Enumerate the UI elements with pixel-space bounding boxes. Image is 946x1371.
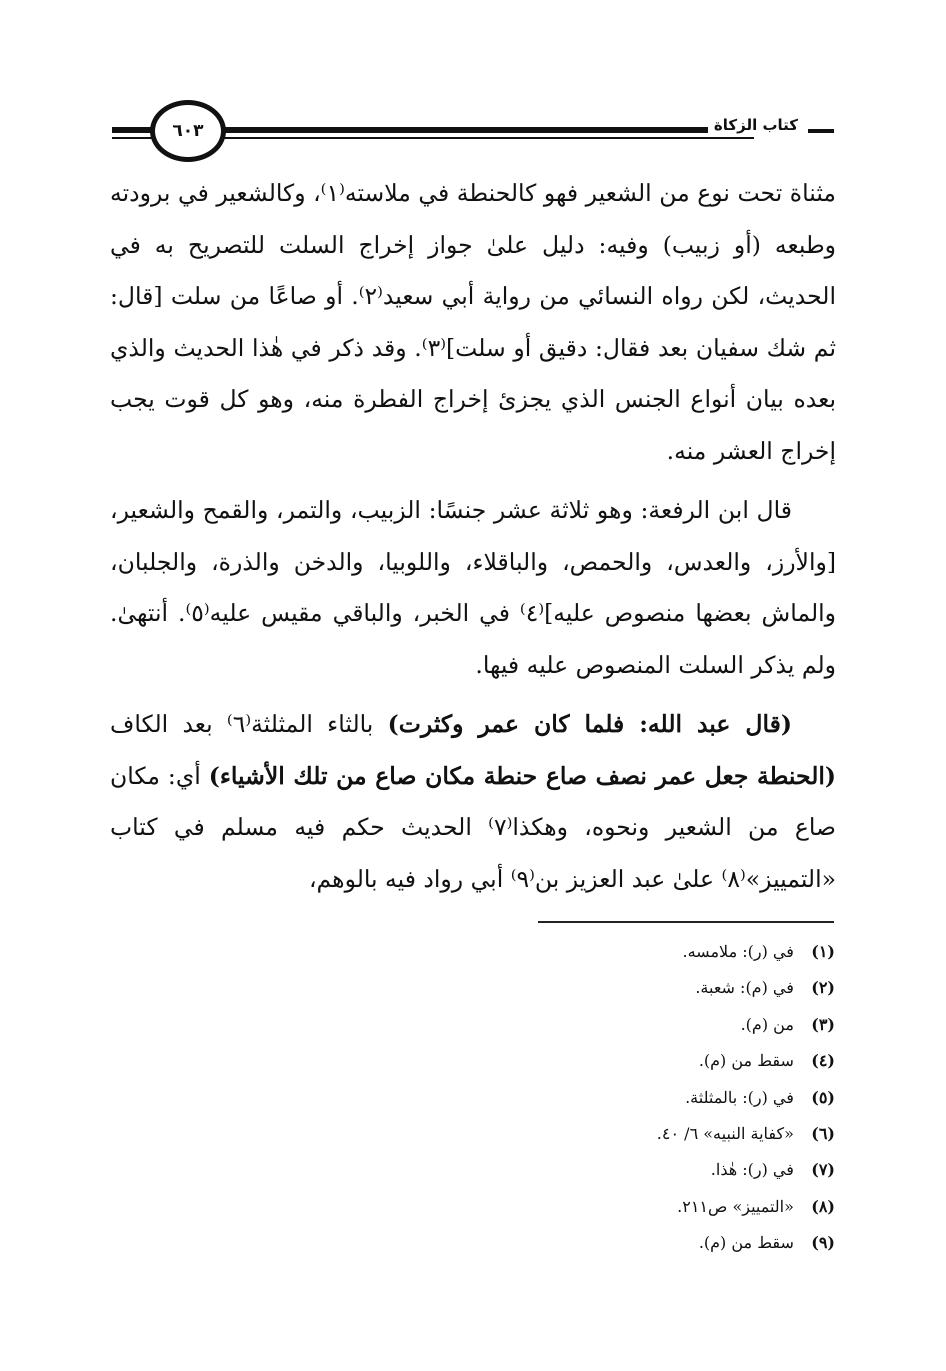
footnote-text: «التمييز» ص٢١١. — [677, 1196, 794, 1216]
footnote-text: في (ر): هٰذا. — [710, 1160, 794, 1180]
footnote-text: من (م). — [740, 1014, 794, 1034]
footnote-item — [450, 1225, 835, 1261]
running-header — [112, 100, 834, 162]
footnote-item — [450, 1189, 835, 1225]
commentary-text-2: أي: مكان صاع من الشعير ونحوه، وهكذا⁽٧⁾ الحديث حكم فيه مسلم في كتاب «التمييز»⁽٨⁾ علىٰ عبد العزيز بن⁽٩⁾ أبي رواد فيه بالوهم، — [110, 761, 836, 893]
header-rule-right-thin — [224, 137, 754, 139]
footnote-text: في (ر): بالمثلثة. — [685, 1087, 794, 1107]
quoted-text-1: (قال عبد الله: فلما كان عمر وكثرت) — [387, 710, 792, 738]
quoted-text-2: (الحنطة جعل عمر نصف صاع حنطة مكان صاع من تلك الأشياء) — [208, 761, 836, 790]
footnote-item — [450, 1007, 835, 1043]
footnote-number: (٥) — [811, 1087, 835, 1107]
paragraph-3 — [110, 699, 836, 905]
footnote-text: في (م): شعبة. — [695, 978, 794, 998]
footnote-item — [450, 970, 835, 1006]
footnote-text: سقط من (م). — [698, 1051, 794, 1071]
footnote-number: (١) — [811, 942, 835, 961]
header-rule-right — [224, 127, 754, 133]
footnote-number: (٣) — [811, 1014, 835, 1034]
footnote-number: (٨) — [811, 1196, 835, 1216]
book-title: كتاب الزكاة — [708, 116, 804, 134]
footnote-number: (٩) — [811, 1233, 835, 1253]
main-text — [110, 168, 836, 905]
header-rule-left — [112, 127, 152, 133]
footnote-number: (٦) — [811, 1124, 835, 1144]
commentary-text-1: بالثاء المثلثة⁽٦⁾ بعد الكاف — [110, 710, 388, 738]
footnote-text: «كفاية النبيه» ٦/ ٤٠. — [656, 1124, 794, 1144]
footnotes — [450, 934, 835, 1262]
paragraph-2: قال ابن الرفعة: وهو ثلاثة عشر جنسًا: الزبيب، والتمر، والقمح والشعير، [والأرز، والعدس، والحمص، والباقلاء، واللوبيا، والدخن والذرة، والجلبان، والماش بعضها منصوص عليه]⁽٤⁾ في الخبر، والباقي مقيس عليه⁽٥⁾. أنتهىٰ. ولم يذكر السلت المنصوص عليه فيها. — [110, 496, 836, 679]
footnote-item — [450, 934, 835, 970]
page-number — [150, 100, 226, 162]
footnote-separator — [538, 921, 834, 923]
footnote-text: سقط من (م). — [698, 1233, 794, 1253]
footnote-text: في (ر): ملامسه. — [682, 942, 794, 961]
footnote-number: (٢) — [811, 978, 835, 998]
paragraph-1: مثناة تحت نوع من الشعير فهو كالحنطة في ملاسته⁽١⁾، وكالشعير في برودته وطبعه (أو زبيب) وفيه: دليل علىٰ جواز إخراج السلت للتصريح به في الحديث، لكن رواه النسائي من رواية أبي سعيد⁽٢⁾. أو صاعًا من سلت [قال: ثم شك سفيان بعد فقال: دقيق أو سلت]⁽٣⁾. وقد ذكر في هٰذا الحديث والذي بعده بيان أنواع الجنس الذي يجزئ إخراج الفطرة منه، وهو كل قوت يجب إخراج العشر منه. — [110, 179, 837, 465]
header-rule-left-thin — [112, 137, 152, 139]
footnote-number: (٧) — [811, 1160, 835, 1180]
header-rule-end — [808, 129, 834, 133]
footnote-number: (٤) — [811, 1051, 835, 1071]
footnote-item — [450, 1080, 835, 1116]
page-number-text: ٦٠٣ — [172, 121, 204, 141]
footnote-item — [450, 1152, 835, 1188]
footnote-item — [450, 1116, 835, 1152]
footnote-item — [450, 1043, 835, 1079]
